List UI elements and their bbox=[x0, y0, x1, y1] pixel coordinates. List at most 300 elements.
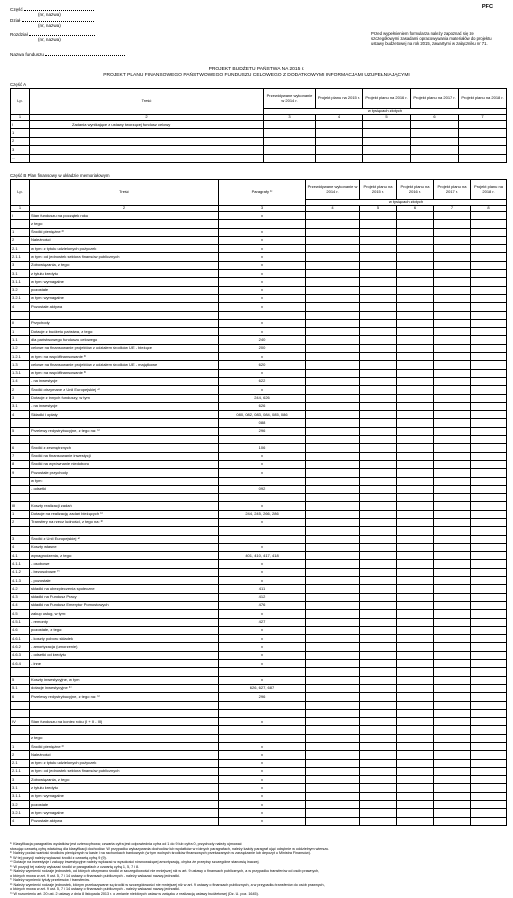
value-cell[interactable] bbox=[306, 270, 360, 278]
value-cell[interactable] bbox=[306, 427, 360, 435]
value-cell[interactable] bbox=[360, 568, 397, 576]
value-cell[interactable] bbox=[471, 460, 507, 468]
value-cell[interactable] bbox=[397, 369, 434, 377]
value-cell[interactable] bbox=[397, 701, 434, 709]
value-cell[interactable] bbox=[471, 635, 507, 643]
value-cell[interactable] bbox=[471, 577, 507, 585]
value-cell[interactable] bbox=[397, 485, 434, 493]
value-cell[interactable] bbox=[471, 353, 507, 361]
value-cell[interactable] bbox=[434, 212, 471, 220]
value-cell[interactable] bbox=[397, 411, 434, 419]
value-cell[interactable] bbox=[360, 626, 397, 634]
value-cell[interactable] bbox=[306, 386, 360, 394]
value-cell[interactable] bbox=[397, 377, 434, 385]
value-cell[interactable] bbox=[434, 477, 471, 485]
value-cell[interactable] bbox=[360, 361, 397, 369]
value-cell[interactable] bbox=[397, 494, 434, 502]
value-cell[interactable] bbox=[471, 701, 507, 709]
value-cell[interactable] bbox=[397, 726, 434, 734]
value-cell[interactable] bbox=[434, 726, 471, 734]
value-cell[interactable] bbox=[264, 121, 316, 129]
value-cell[interactable] bbox=[471, 743, 507, 751]
value-cell[interactable] bbox=[360, 494, 397, 502]
value-cell[interactable] bbox=[397, 759, 434, 767]
value-cell[interactable] bbox=[471, 776, 507, 784]
value-cell[interactable] bbox=[306, 436, 360, 444]
value-cell[interactable] bbox=[471, 361, 507, 369]
value-cell[interactable] bbox=[306, 568, 360, 576]
value-cell[interactable] bbox=[360, 369, 397, 377]
value-cell[interactable] bbox=[306, 485, 360, 493]
value-cell[interactable] bbox=[306, 286, 360, 294]
value-cell[interactable] bbox=[363, 129, 411, 137]
value-cell[interactable] bbox=[397, 444, 434, 452]
value-cell[interactable] bbox=[434, 701, 471, 709]
value-cell[interactable] bbox=[434, 651, 471, 659]
value-cell[interactable] bbox=[306, 618, 360, 626]
value-cell[interactable] bbox=[434, 560, 471, 568]
value-cell[interactable] bbox=[434, 817, 471, 825]
value-cell[interactable] bbox=[360, 485, 397, 493]
value-cell[interactable] bbox=[397, 336, 434, 344]
value-cell[interactable] bbox=[471, 510, 507, 518]
value-cell[interactable] bbox=[397, 643, 434, 651]
value-cell[interactable] bbox=[360, 477, 397, 485]
value-cell[interactable] bbox=[306, 394, 360, 402]
value-cell[interactable] bbox=[360, 743, 397, 751]
value-cell[interactable] bbox=[360, 560, 397, 568]
value-cell[interactable] bbox=[360, 436, 397, 444]
value-cell[interactable] bbox=[306, 261, 360, 269]
value-cell[interactable] bbox=[306, 784, 360, 792]
value-cell[interactable] bbox=[397, 236, 434, 244]
value-cell[interactable] bbox=[471, 212, 507, 220]
value-cell[interactable] bbox=[397, 386, 434, 394]
value-cell[interactable] bbox=[434, 801, 471, 809]
value-cell[interactable] bbox=[360, 676, 397, 684]
value-cell[interactable] bbox=[397, 477, 434, 485]
value-cell[interactable] bbox=[471, 784, 507, 792]
value-cell[interactable] bbox=[434, 253, 471, 261]
value-cell[interactable] bbox=[360, 278, 397, 286]
dzial-input[interactable] bbox=[22, 21, 94, 22]
value-cell[interactable] bbox=[397, 734, 434, 742]
value-cell[interactable] bbox=[360, 751, 397, 759]
value-cell[interactable] bbox=[471, 319, 507, 327]
value-cell[interactable] bbox=[411, 121, 459, 129]
value-cell[interactable] bbox=[397, 618, 434, 626]
value-cell[interactable] bbox=[434, 693, 471, 701]
value-cell[interactable] bbox=[434, 303, 471, 311]
value-cell[interactable] bbox=[471, 477, 507, 485]
value-cell[interactable] bbox=[306, 369, 360, 377]
value-cell[interactable] bbox=[360, 543, 397, 551]
value-cell[interactable] bbox=[471, 618, 507, 626]
value-cell[interactable] bbox=[397, 668, 434, 676]
value-cell[interactable] bbox=[306, 344, 360, 352]
value-cell[interactable] bbox=[264, 129, 316, 137]
value-cell[interactable] bbox=[471, 734, 507, 742]
value-cell[interactable] bbox=[434, 585, 471, 593]
value-cell[interactable] bbox=[264, 137, 316, 145]
value-cell[interactable] bbox=[397, 228, 434, 236]
value-cell[interactable] bbox=[397, 585, 434, 593]
value-cell[interactable] bbox=[434, 527, 471, 535]
value-cell[interactable] bbox=[397, 518, 434, 526]
value-cell[interactable] bbox=[360, 253, 397, 261]
value-cell[interactable] bbox=[434, 319, 471, 327]
value-cell[interactable] bbox=[434, 394, 471, 402]
value-cell[interactable] bbox=[397, 311, 434, 319]
value-cell[interactable] bbox=[397, 427, 434, 435]
value-cell[interactable] bbox=[434, 635, 471, 643]
value-cell[interactable] bbox=[306, 693, 360, 701]
value-cell[interactable] bbox=[434, 552, 471, 560]
value-cell[interactable] bbox=[397, 294, 434, 302]
value-cell[interactable] bbox=[471, 402, 507, 410]
value-cell[interactable] bbox=[397, 436, 434, 444]
value-cell[interactable] bbox=[397, 610, 434, 618]
value-cell[interactable] bbox=[434, 494, 471, 502]
value-cell[interactable] bbox=[360, 535, 397, 543]
value-cell[interactable] bbox=[360, 776, 397, 784]
value-cell[interactable] bbox=[471, 676, 507, 684]
value-cell[interactable] bbox=[471, 245, 507, 253]
value-cell[interactable] bbox=[434, 261, 471, 269]
value-cell[interactable] bbox=[306, 245, 360, 253]
value-cell[interactable] bbox=[360, 518, 397, 526]
value-cell[interactable] bbox=[306, 518, 360, 526]
value-cell[interactable] bbox=[434, 751, 471, 759]
value-cell[interactable] bbox=[471, 792, 507, 800]
czesc-input[interactable] bbox=[24, 10, 94, 11]
value-cell[interactable] bbox=[397, 817, 434, 825]
value-cell[interactable] bbox=[471, 261, 507, 269]
value-cell[interactable] bbox=[471, 344, 507, 352]
value-cell[interactable] bbox=[306, 577, 360, 585]
value-cell[interactable] bbox=[459, 129, 507, 137]
value-cell[interactable] bbox=[397, 253, 434, 261]
value-cell[interactable] bbox=[316, 154, 363, 162]
value-cell[interactable] bbox=[471, 709, 507, 717]
value-cell[interactable] bbox=[471, 452, 507, 460]
value-cell[interactable] bbox=[434, 776, 471, 784]
value-cell[interactable] bbox=[434, 610, 471, 618]
value-cell[interactable] bbox=[434, 618, 471, 626]
value-cell[interactable] bbox=[434, 270, 471, 278]
value-cell[interactable] bbox=[434, 344, 471, 352]
value-cell[interactable] bbox=[471, 336, 507, 344]
value-cell[interactable] bbox=[360, 394, 397, 402]
value-cell[interactable] bbox=[360, 460, 397, 468]
value-cell[interactable] bbox=[471, 294, 507, 302]
value-cell[interactable] bbox=[360, 693, 397, 701]
value-cell[interactable] bbox=[306, 734, 360, 742]
value-cell[interactable] bbox=[434, 676, 471, 684]
value-cell[interactable] bbox=[360, 510, 397, 518]
value-cell[interactable] bbox=[360, 220, 397, 228]
value-cell[interactable] bbox=[434, 568, 471, 576]
value-cell[interactable] bbox=[360, 444, 397, 452]
value-cell[interactable] bbox=[471, 693, 507, 701]
value-cell[interactable] bbox=[360, 668, 397, 676]
value-cell[interactable] bbox=[360, 419, 397, 427]
value-cell[interactable] bbox=[316, 129, 363, 137]
value-cell[interactable] bbox=[306, 560, 360, 568]
value-cell[interactable] bbox=[397, 286, 434, 294]
value-cell[interactable] bbox=[306, 751, 360, 759]
value-cell[interactable] bbox=[360, 660, 397, 668]
value-cell[interactable] bbox=[360, 236, 397, 244]
value-cell[interactable] bbox=[360, 311, 397, 319]
value-cell[interactable] bbox=[397, 543, 434, 551]
value-cell[interactable] bbox=[397, 801, 434, 809]
value-cell[interactable] bbox=[459, 121, 507, 129]
value-cell[interactable] bbox=[306, 502, 360, 510]
value-cell[interactable] bbox=[397, 270, 434, 278]
value-cell[interactable] bbox=[306, 701, 360, 709]
value-cell[interactable] bbox=[397, 394, 434, 402]
value-cell[interactable] bbox=[411, 146, 459, 154]
value-cell[interactable] bbox=[306, 743, 360, 751]
value-cell[interactable] bbox=[360, 726, 397, 734]
value-cell[interactable] bbox=[306, 319, 360, 327]
value-cell[interactable] bbox=[360, 684, 397, 692]
value-cell[interactable] bbox=[471, 718, 507, 726]
value-cell[interactable] bbox=[360, 718, 397, 726]
value-cell[interactable] bbox=[306, 817, 360, 825]
value-cell[interactable] bbox=[306, 635, 360, 643]
value-cell[interactable] bbox=[471, 444, 507, 452]
value-cell[interactable] bbox=[434, 577, 471, 585]
rozdzial-input[interactable] bbox=[29, 35, 95, 36]
value-cell[interactable] bbox=[471, 759, 507, 767]
value-cell[interactable] bbox=[397, 767, 434, 775]
value-cell[interactable] bbox=[306, 776, 360, 784]
value-cell[interactable] bbox=[306, 510, 360, 518]
fundusz-input[interactable] bbox=[45, 55, 125, 56]
value-cell[interactable] bbox=[360, 792, 397, 800]
value-cell[interactable] bbox=[360, 386, 397, 394]
value-cell[interactable] bbox=[434, 228, 471, 236]
value-cell[interactable] bbox=[397, 469, 434, 477]
value-cell[interactable] bbox=[360, 377, 397, 385]
value-cell[interactable] bbox=[264, 154, 316, 162]
value-cell[interactable] bbox=[360, 502, 397, 510]
value-cell[interactable] bbox=[360, 784, 397, 792]
value-cell[interactable] bbox=[306, 801, 360, 809]
value-cell[interactable] bbox=[434, 328, 471, 336]
value-cell[interactable] bbox=[434, 709, 471, 717]
value-cell[interactable] bbox=[360, 709, 397, 717]
value-cell[interactable] bbox=[397, 693, 434, 701]
value-cell[interactable] bbox=[434, 286, 471, 294]
value-cell[interactable] bbox=[434, 444, 471, 452]
value-cell[interactable] bbox=[397, 527, 434, 535]
value-cell[interactable] bbox=[306, 253, 360, 261]
value-cell[interactable] bbox=[306, 294, 360, 302]
value-cell[interactable] bbox=[471, 560, 507, 568]
value-cell[interactable] bbox=[434, 759, 471, 767]
value-cell[interactable] bbox=[397, 626, 434, 634]
value-cell[interactable] bbox=[397, 743, 434, 751]
value-cell[interactable] bbox=[360, 402, 397, 410]
value-cell[interactable] bbox=[411, 129, 459, 137]
value-cell[interactable] bbox=[360, 593, 397, 601]
value-cell[interactable] bbox=[471, 593, 507, 601]
value-cell[interactable] bbox=[360, 643, 397, 651]
value-cell[interactable] bbox=[471, 543, 507, 551]
value-cell[interactable] bbox=[360, 353, 397, 361]
value-cell[interactable] bbox=[471, 394, 507, 402]
value-cell[interactable] bbox=[360, 294, 397, 302]
value-cell[interactable] bbox=[434, 469, 471, 477]
value-cell[interactable] bbox=[471, 626, 507, 634]
value-cell[interactable] bbox=[471, 411, 507, 419]
value-cell[interactable] bbox=[434, 660, 471, 668]
value-cell[interactable] bbox=[434, 510, 471, 518]
value-cell[interactable] bbox=[306, 759, 360, 767]
value-cell[interactable] bbox=[471, 610, 507, 618]
value-cell[interactable] bbox=[434, 436, 471, 444]
value-cell[interactable] bbox=[360, 427, 397, 435]
value-cell[interactable] bbox=[397, 402, 434, 410]
value-cell[interactable] bbox=[306, 452, 360, 460]
value-cell[interactable] bbox=[360, 577, 397, 585]
value-cell[interactable] bbox=[471, 601, 507, 609]
value-cell[interactable] bbox=[397, 303, 434, 311]
value-cell[interactable] bbox=[360, 618, 397, 626]
value-cell[interactable] bbox=[360, 228, 397, 236]
value-cell[interactable] bbox=[471, 469, 507, 477]
value-cell[interactable] bbox=[360, 527, 397, 535]
value-cell[interactable] bbox=[434, 353, 471, 361]
value-cell[interactable] bbox=[306, 303, 360, 311]
value-cell[interactable] bbox=[264, 146, 316, 154]
value-cell[interactable] bbox=[471, 253, 507, 261]
value-cell[interactable] bbox=[397, 577, 434, 585]
value-cell[interactable] bbox=[306, 626, 360, 634]
value-cell[interactable] bbox=[306, 809, 360, 817]
value-cell[interactable] bbox=[397, 635, 434, 643]
value-cell[interactable] bbox=[363, 146, 411, 154]
value-cell[interactable] bbox=[306, 336, 360, 344]
value-cell[interactable] bbox=[360, 319, 397, 327]
value-cell[interactable] bbox=[306, 767, 360, 775]
value-cell[interactable] bbox=[360, 585, 397, 593]
value-cell[interactable] bbox=[360, 734, 397, 742]
value-cell[interactable] bbox=[316, 121, 363, 129]
value-cell[interactable] bbox=[471, 228, 507, 236]
value-cell[interactable] bbox=[316, 146, 363, 154]
value-cell[interactable] bbox=[397, 344, 434, 352]
value-cell[interactable] bbox=[434, 236, 471, 244]
value-cell[interactable] bbox=[397, 452, 434, 460]
value-cell[interactable] bbox=[306, 709, 360, 717]
value-cell[interactable] bbox=[360, 245, 397, 253]
value-cell[interactable] bbox=[397, 651, 434, 659]
value-cell[interactable] bbox=[434, 502, 471, 510]
value-cell[interactable] bbox=[434, 361, 471, 369]
value-cell[interactable] bbox=[397, 776, 434, 784]
value-cell[interactable] bbox=[471, 236, 507, 244]
value-cell[interactable] bbox=[360, 212, 397, 220]
value-cell[interactable] bbox=[471, 527, 507, 535]
value-cell[interactable] bbox=[471, 419, 507, 427]
value-cell[interactable] bbox=[306, 643, 360, 651]
value-cell[interactable] bbox=[306, 718, 360, 726]
value-cell[interactable] bbox=[306, 353, 360, 361]
value-cell[interactable] bbox=[434, 543, 471, 551]
value-cell[interactable] bbox=[411, 154, 459, 162]
value-cell[interactable] bbox=[471, 369, 507, 377]
value-cell[interactable] bbox=[471, 668, 507, 676]
value-cell[interactable] bbox=[459, 137, 507, 145]
value-cell[interactable] bbox=[397, 319, 434, 327]
value-cell[interactable] bbox=[316, 137, 363, 145]
value-cell[interactable] bbox=[471, 660, 507, 668]
value-cell[interactable] bbox=[434, 278, 471, 286]
value-cell[interactable] bbox=[306, 377, 360, 385]
value-cell[interactable] bbox=[471, 726, 507, 734]
value-cell[interactable] bbox=[434, 767, 471, 775]
value-cell[interactable] bbox=[306, 220, 360, 228]
value-cell[interactable] bbox=[471, 568, 507, 576]
value-cell[interactable] bbox=[434, 485, 471, 493]
value-cell[interactable] bbox=[360, 336, 397, 344]
value-cell[interactable] bbox=[434, 427, 471, 435]
value-cell[interactable] bbox=[306, 469, 360, 477]
value-cell[interactable] bbox=[360, 759, 397, 767]
value-cell[interactable] bbox=[471, 552, 507, 560]
value-cell[interactable] bbox=[306, 543, 360, 551]
value-cell[interactable] bbox=[434, 535, 471, 543]
value-cell[interactable] bbox=[471, 518, 507, 526]
value-cell[interactable] bbox=[397, 460, 434, 468]
value-cell[interactable] bbox=[434, 311, 471, 319]
value-cell[interactable] bbox=[397, 212, 434, 220]
value-cell[interactable] bbox=[363, 137, 411, 145]
value-cell[interactable] bbox=[434, 386, 471, 394]
value-cell[interactable] bbox=[434, 601, 471, 609]
value-cell[interactable] bbox=[360, 601, 397, 609]
value-cell[interactable] bbox=[397, 502, 434, 510]
value-cell[interactable] bbox=[306, 444, 360, 452]
value-cell[interactable] bbox=[471, 502, 507, 510]
value-cell[interactable] bbox=[434, 784, 471, 792]
value-cell[interactable] bbox=[360, 610, 397, 618]
value-cell[interactable] bbox=[397, 660, 434, 668]
value-cell[interactable] bbox=[397, 568, 434, 576]
value-cell[interactable] bbox=[360, 767, 397, 775]
value-cell[interactable] bbox=[360, 701, 397, 709]
value-cell[interactable] bbox=[397, 784, 434, 792]
value-cell[interactable] bbox=[471, 286, 507, 294]
value-cell[interactable] bbox=[434, 336, 471, 344]
value-cell[interactable] bbox=[397, 792, 434, 800]
value-cell[interactable] bbox=[397, 245, 434, 253]
value-cell[interactable] bbox=[306, 212, 360, 220]
value-cell[interactable] bbox=[459, 154, 507, 162]
value-cell[interactable] bbox=[306, 411, 360, 419]
value-cell[interactable] bbox=[471, 809, 507, 817]
value-cell[interactable] bbox=[360, 270, 397, 278]
value-cell[interactable] bbox=[471, 684, 507, 692]
value-cell[interactable] bbox=[471, 386, 507, 394]
value-cell[interactable] bbox=[360, 261, 397, 269]
value-cell[interactable] bbox=[397, 601, 434, 609]
value-cell[interactable] bbox=[397, 419, 434, 427]
